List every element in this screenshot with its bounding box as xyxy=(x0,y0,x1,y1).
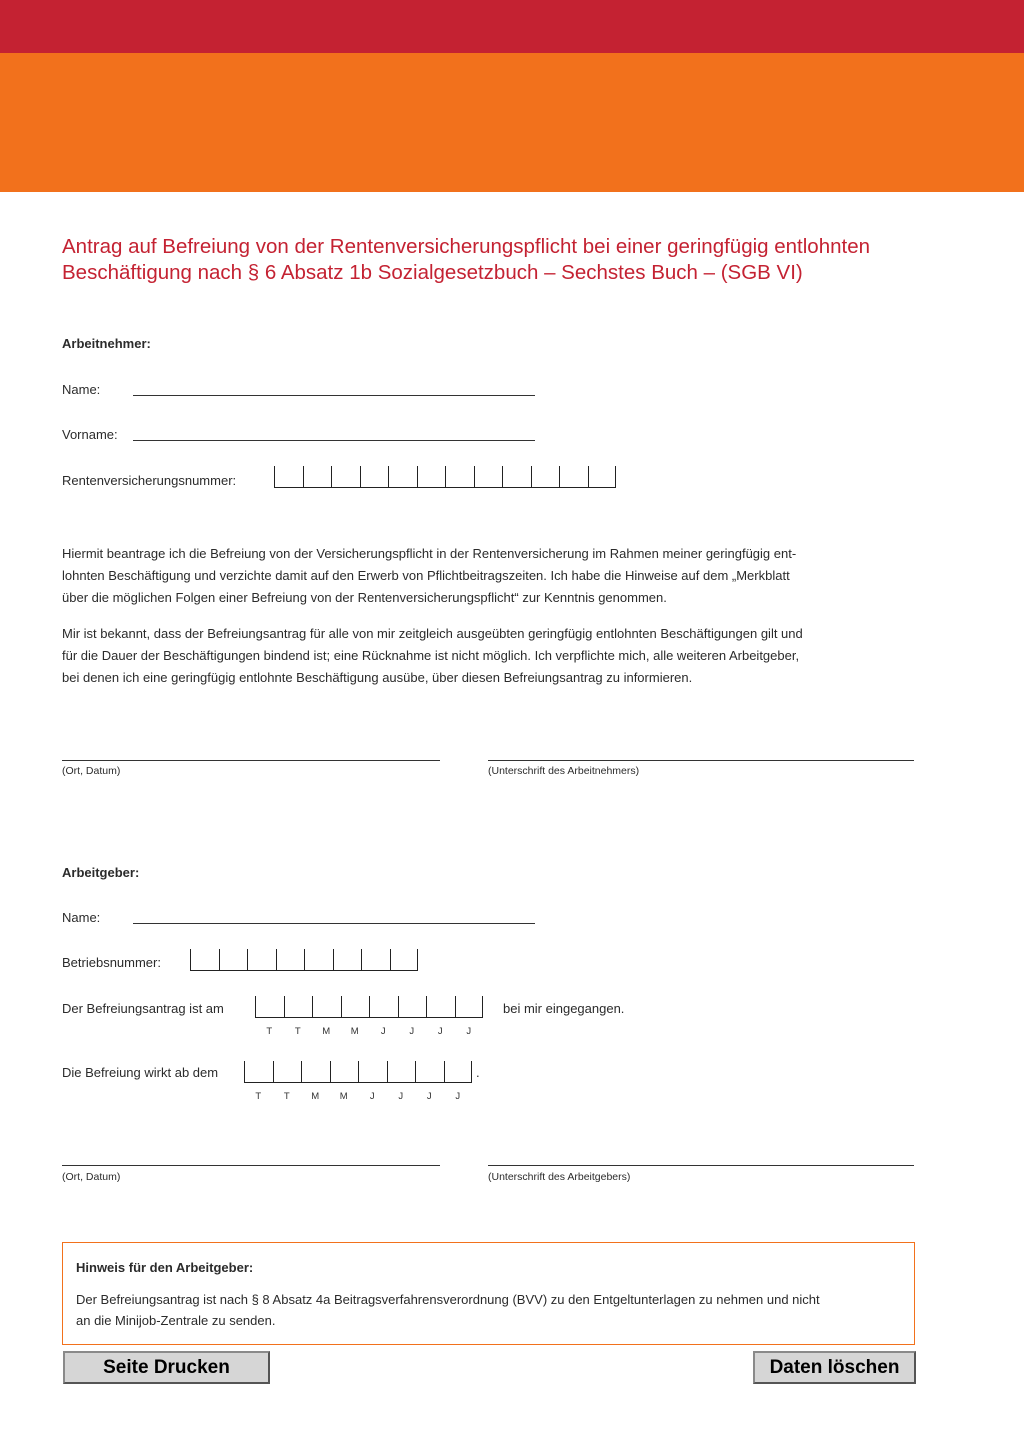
digit-box xyxy=(588,466,617,487)
digit-box xyxy=(388,466,417,487)
paragraph-line: für die Dauer der Beschäftigungen bindend ist; eine Rücknahme ist nicht möglich. Ich verpflichte mich, alle weiteren Arbeitgeber, xyxy=(62,648,800,663)
digit-box xyxy=(244,1061,273,1082)
digit-box xyxy=(273,1061,302,1082)
digit-box xyxy=(474,466,503,487)
digit-box xyxy=(284,996,313,1017)
date-format-letter: J xyxy=(398,1091,404,1102)
digit-box xyxy=(415,1061,444,1082)
employee-section-label: Arbeitnehmer: xyxy=(62,336,151,351)
declaration-paragraph-1 xyxy=(62,543,912,609)
employee-signature-field[interactable] xyxy=(488,760,914,761)
insurance-number-label: Rentenversicherungsnummer: xyxy=(62,473,237,488)
employee-signature-caption: (Unterschrift des Arbeitnehmers) xyxy=(488,765,640,777)
effective-date-suffix: . xyxy=(476,1065,480,1080)
received-date-label: Der Befreiungsantrag ist am xyxy=(62,1001,224,1016)
digit-box xyxy=(444,1061,473,1082)
date-format-letter: J xyxy=(455,1091,461,1102)
notice-text-line: Der Befreiungsantrag ist nach § 8 Absatz 4a Beitragsverfahrensverordnung (BVV) zu den Entgeltunterlagen zu nehmen und nicht xyxy=(76,1292,820,1307)
date-format-letter: J xyxy=(369,1091,375,1102)
effective-date-format-hint xyxy=(244,1091,472,1103)
employer-section-label: Arbeitgeber: xyxy=(62,865,140,880)
digit-box xyxy=(276,949,305,970)
digit-box xyxy=(390,949,419,970)
date-format-letter: M xyxy=(311,1091,320,1102)
digit-box xyxy=(341,996,370,1017)
employee-name-label: Name: xyxy=(62,382,101,397)
digit-box xyxy=(304,949,333,970)
digit-box xyxy=(255,996,284,1017)
digit-box xyxy=(417,466,446,487)
employer-place-date-caption: (Ort, Datum) xyxy=(62,1171,121,1183)
notice-text-line: an die Minijob-Zentrale zu senden. xyxy=(76,1313,276,1328)
employee-name-field[interactable] xyxy=(133,395,535,396)
digit-box xyxy=(387,1061,416,1082)
digit-box xyxy=(219,949,248,970)
digit-box xyxy=(358,1061,387,1082)
digit-box xyxy=(445,466,474,487)
paragraph-line: Mir ist bekannt, dass der Befreiungsantrag für alle von mir zeitgleich ausgeübten geringfügig entlohnten Beschäftigungen gilt und xyxy=(62,626,803,641)
digit-box xyxy=(331,466,360,487)
employee-place-date-caption: (Ort, Datum) xyxy=(62,765,121,777)
paragraph-line: lohnten Beschäftigung und verzichte damit auf den Erwerb von Pflichtbeitragszeiten. Ich habe die Hinweise auf dem „Merkblatt xyxy=(62,568,790,583)
header-orange-band xyxy=(0,53,1024,192)
employer-signature-caption: (Unterschrift des Arbeitgebers) xyxy=(488,1171,631,1183)
employer-name-label: Name: xyxy=(62,910,101,925)
insurance-number-field[interactable] xyxy=(274,466,616,488)
digit-box xyxy=(398,996,427,1017)
date-format-letter: M xyxy=(339,1091,348,1102)
date-format-letter: T xyxy=(283,1091,290,1102)
received-date-field[interactable] xyxy=(255,996,483,1018)
date-format-letter: T xyxy=(266,1026,273,1037)
effective-date-field[interactable] xyxy=(244,1061,472,1083)
date-format-letter: J xyxy=(426,1091,432,1102)
digit-box xyxy=(190,949,219,970)
digit-box xyxy=(361,949,390,970)
digit-box xyxy=(303,466,332,487)
employer-name-field[interactable] xyxy=(133,923,535,924)
date-format-letter: T xyxy=(294,1026,301,1037)
employer-signature-field[interactable] xyxy=(488,1165,914,1166)
digit-box xyxy=(559,466,588,487)
digit-box xyxy=(312,996,341,1017)
digit-box xyxy=(531,466,560,487)
employer-place-date-field[interactable] xyxy=(62,1165,440,1166)
paragraph-line: bei denen ich eine geringfügig entlohnte Beschäftigung ausübe, über diesen Befreiungsantrag zu informieren. xyxy=(62,670,693,685)
received-date-format-hint xyxy=(255,1026,483,1038)
date-format-letter: J xyxy=(437,1026,443,1037)
notice-title: Hinweis für den Arbeitgeber: xyxy=(76,1260,254,1275)
effective-date-label: Die Befreiung wirkt ab dem xyxy=(62,1065,219,1080)
declaration-paragraph-2 xyxy=(62,623,912,689)
date-format-letter: J xyxy=(409,1026,415,1037)
paragraph-line: über die möglichen Folgen einer Befreiung von der Rentenversicherungspflicht“ zur Kenntnis genommen. xyxy=(62,590,667,605)
digit-box xyxy=(455,996,484,1017)
date-format-letter: J xyxy=(466,1026,472,1037)
employee-firstname-field[interactable] xyxy=(133,440,535,441)
print-page-button[interactable]: Seite Drucken xyxy=(63,1351,270,1384)
clear-data-button[interactable]: Daten löschen xyxy=(753,1351,916,1384)
digit-box xyxy=(502,466,531,487)
date-format-letter: J xyxy=(380,1026,386,1037)
employer-notice-box xyxy=(62,1242,915,1345)
employee-place-date-field[interactable] xyxy=(62,760,440,761)
digit-box xyxy=(274,466,303,487)
digit-box xyxy=(330,1061,359,1082)
company-number-field[interactable] xyxy=(190,949,418,971)
digit-box xyxy=(247,949,276,970)
form-title-line-2: Beschäftigung nach § 6 Absatz 1b Sozialgesetzbuch – Sechstes Buch – (SGB VI) xyxy=(62,261,803,284)
received-date-suffix: bei mir eingegangen. xyxy=(503,1001,625,1016)
notice-text xyxy=(76,1289,820,1331)
digit-box xyxy=(426,996,455,1017)
header-red-band xyxy=(0,0,1024,53)
digit-box xyxy=(333,949,362,970)
employee-firstname-label: Vorname: xyxy=(62,427,118,442)
company-number-label: Betriebsnummer: xyxy=(62,955,161,970)
digit-box xyxy=(369,996,398,1017)
digit-box xyxy=(301,1061,330,1082)
date-format-letter: M xyxy=(350,1026,359,1037)
paragraph-line: Hiermit beantrage ich die Befreiung von der Versicherungspflicht in der Rentenversicherung im Rahmen meiner geringfügig ent- xyxy=(62,546,797,561)
digit-box xyxy=(360,466,389,487)
form-title xyxy=(62,234,962,286)
date-format-letter: T xyxy=(255,1091,262,1102)
date-format-letter: M xyxy=(322,1026,331,1037)
form-title-line-1: Antrag auf Befreiung von der Rentenversicherungspflicht bei einer geringfügig entlohnten xyxy=(62,235,870,258)
